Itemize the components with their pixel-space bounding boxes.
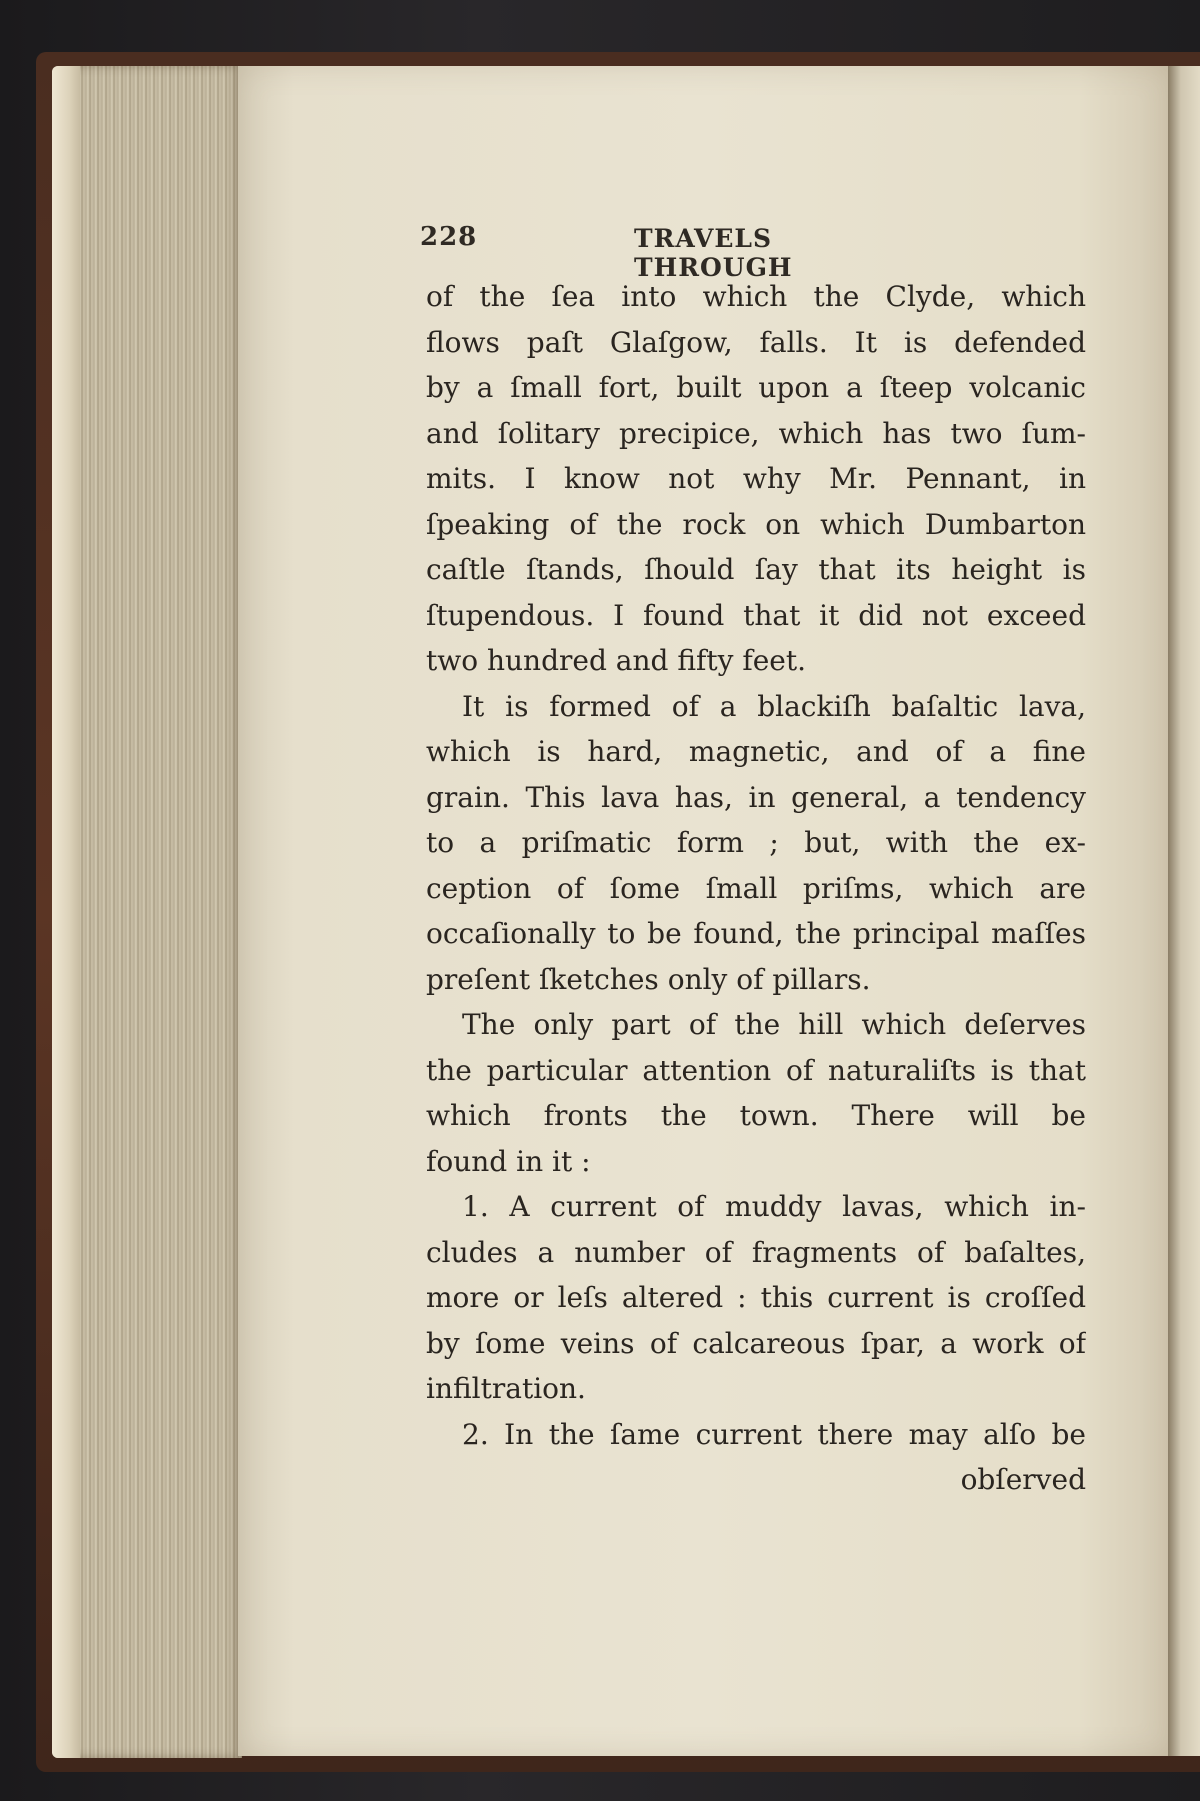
text-line: two hundred and fifty feet.	[426, 644, 806, 677]
text-line: by ſome veins of calcareous ſpar, a work of	[426, 1326, 1086, 1360]
text-line: ception of ſome ſmall priſms, which are	[426, 871, 1086, 905]
page-block-edges	[52, 66, 242, 1758]
page-fore-edge	[52, 66, 80, 1758]
text-line: by a ſmall fort, built upon a ſteep volcanic	[426, 371, 1086, 404]
text-line: to a priſmatic form ; but, with the ex-	[426, 826, 1086, 859]
text-line: mits. I know not why Mr. Pennant, in	[426, 462, 1086, 495]
text-line: preſent ſketches only of pillars.	[426, 962, 871, 996]
text-line: caſtle ſtands, ſhould ſay that its height is	[426, 553, 1086, 586]
text-line: grain. This lava has, in general, a tendency	[426, 780, 1086, 814]
body-text	[426, 274, 1086, 1503]
text-line: ſtupendous. I found that it did not exceed	[426, 598, 1086, 632]
text-line: which fronts the town. There will be	[426, 1099, 1086, 1132]
text-line: more or leſs altered : this current is croſſed	[426, 1281, 1086, 1314]
text-line: The only part of the hill which deſerves	[462, 1008, 1086, 1041]
page-gutter	[1168, 66, 1200, 1756]
text-line: flows paſt Glaſgow, falls. It is defended	[426, 325, 1086, 359]
running-title: TRAVELS THROUGH	[634, 224, 793, 282]
text-line: 1. A current of muddy lavas, which in-	[462, 1190, 1086, 1223]
text-line: found in it :	[426, 1144, 591, 1178]
running-head	[420, 222, 940, 282]
text-line: of the ſea into which the Clyde, which	[426, 280, 1086, 313]
text-line: occaſionally to be found, the principal maſſes	[426, 917, 1086, 950]
text-line: It is formed of a blackiſh baſaltic lava,	[462, 689, 1086, 723]
catchword: obſerved	[960, 1463, 1086, 1496]
text-line: and ſolitary precipice, which has two ſum-	[426, 416, 1086, 450]
text-line: ſpeaking of the rock on which Dumbarton	[426, 507, 1086, 541]
text-line: the particular attention of naturaliſts is that	[426, 1053, 1086, 1087]
text-line: 2. In the ſame current there may alſo be	[462, 1417, 1086, 1451]
text-line: infiltration.	[426, 1372, 586, 1405]
text-line: which is hard, magnetic, and of a fine	[426, 735, 1086, 768]
page-number: 228	[420, 222, 478, 252]
text-line: cludes a number of fragments of baſaltes,	[426, 1235, 1086, 1269]
